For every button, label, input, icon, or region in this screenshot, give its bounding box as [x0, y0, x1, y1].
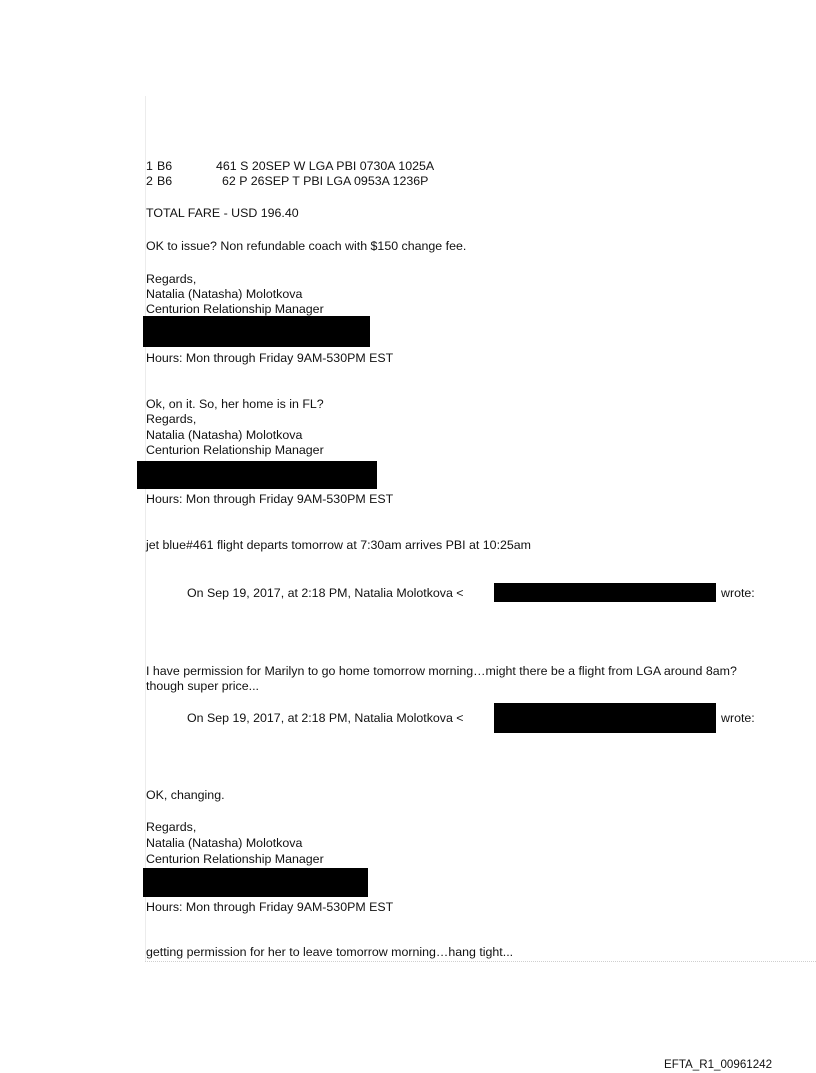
itinerary-detail: 461 S 20SEP W LGA PBI 0730A 1025A — [216, 159, 435, 173]
signature-regards: Regards, — [146, 820, 197, 834]
redaction-box — [143, 868, 368, 897]
redaction-box — [137, 461, 377, 489]
quote-header-prefix: On Sep 19, 2017, at 2:18 PM, Natalia Molotkova < — [187, 711, 464, 725]
quote-header — [187, 586, 464, 600]
signature-title: Centurion Relationship Manager — [146, 443, 324, 457]
signature-hours: Hours: Mon through Friday 9AM-530PM EST — [146, 492, 394, 506]
email-message: getting permission for her to leave tomorrow morning…hang tight... — [146, 945, 514, 959]
document-id-footer: EFTA_R1_00961242 — [664, 1058, 773, 1071]
email-message-continued: though super price... — [146, 679, 259, 693]
itinerary-detail: 62 P 26SEP T PBI LGA 0953A 1236P — [222, 174, 429, 188]
redaction-box — [494, 583, 716, 602]
quote-header-suffix: wrote: — [721, 586, 755, 600]
signature-regards: Regards, — [146, 272, 197, 286]
total-fare: TOTAL FARE - USD 196.40 — [146, 206, 299, 220]
itinerary-line-number: 2 — [146, 174, 153, 188]
email-message: Ok, on it. So, her home is in FL? — [146, 397, 324, 411]
email-message: jet blue#461 flight departs tomorrow at 7:30am arrives PBI at 10:25am — [146, 538, 532, 552]
signature-hours: Hours: Mon through Friday 9AM-530PM EST — [146, 351, 394, 365]
ok-to-issue-message: OK to issue? Non refundable coach with $150 change fee. — [146, 239, 467, 253]
itinerary-line-number: 1 — [146, 159, 153, 173]
email-message: I have permission for Marilyn to go home tomorrow morning…might there be a flight from LGA around 8am? — [146, 664, 737, 678]
redaction-box — [494, 703, 716, 733]
redaction-box — [143, 316, 370, 347]
signature-regards: Regards, — [146, 412, 197, 426]
signature-name: Natalia (Natasha) Molotkova — [146, 287, 303, 301]
quote-header-suffix: wrote: — [721, 711, 755, 725]
signature-name: Natalia (Natasha) Molotkova — [146, 836, 303, 850]
itinerary-carrier: B6 — [157, 159, 173, 173]
itinerary-carrier: B6 — [157, 174, 173, 188]
quote-header-prefix: On Sep 19, 2017, at 2:18 PM, Natalia Molotkova < — [187, 586, 464, 600]
signature-hours: Hours: Mon through Friday 9AM-530PM EST — [146, 900, 394, 914]
signature-name: Natalia (Natasha) Molotkova — [146, 428, 303, 442]
signature-title: Centurion Relationship Manager — [146, 302, 324, 316]
quote-header — [187, 711, 464, 725]
signature-title: Centurion Relationship Manager — [146, 852, 324, 866]
email-message: OK, changing. — [146, 788, 225, 802]
divider-line — [145, 961, 816, 962]
